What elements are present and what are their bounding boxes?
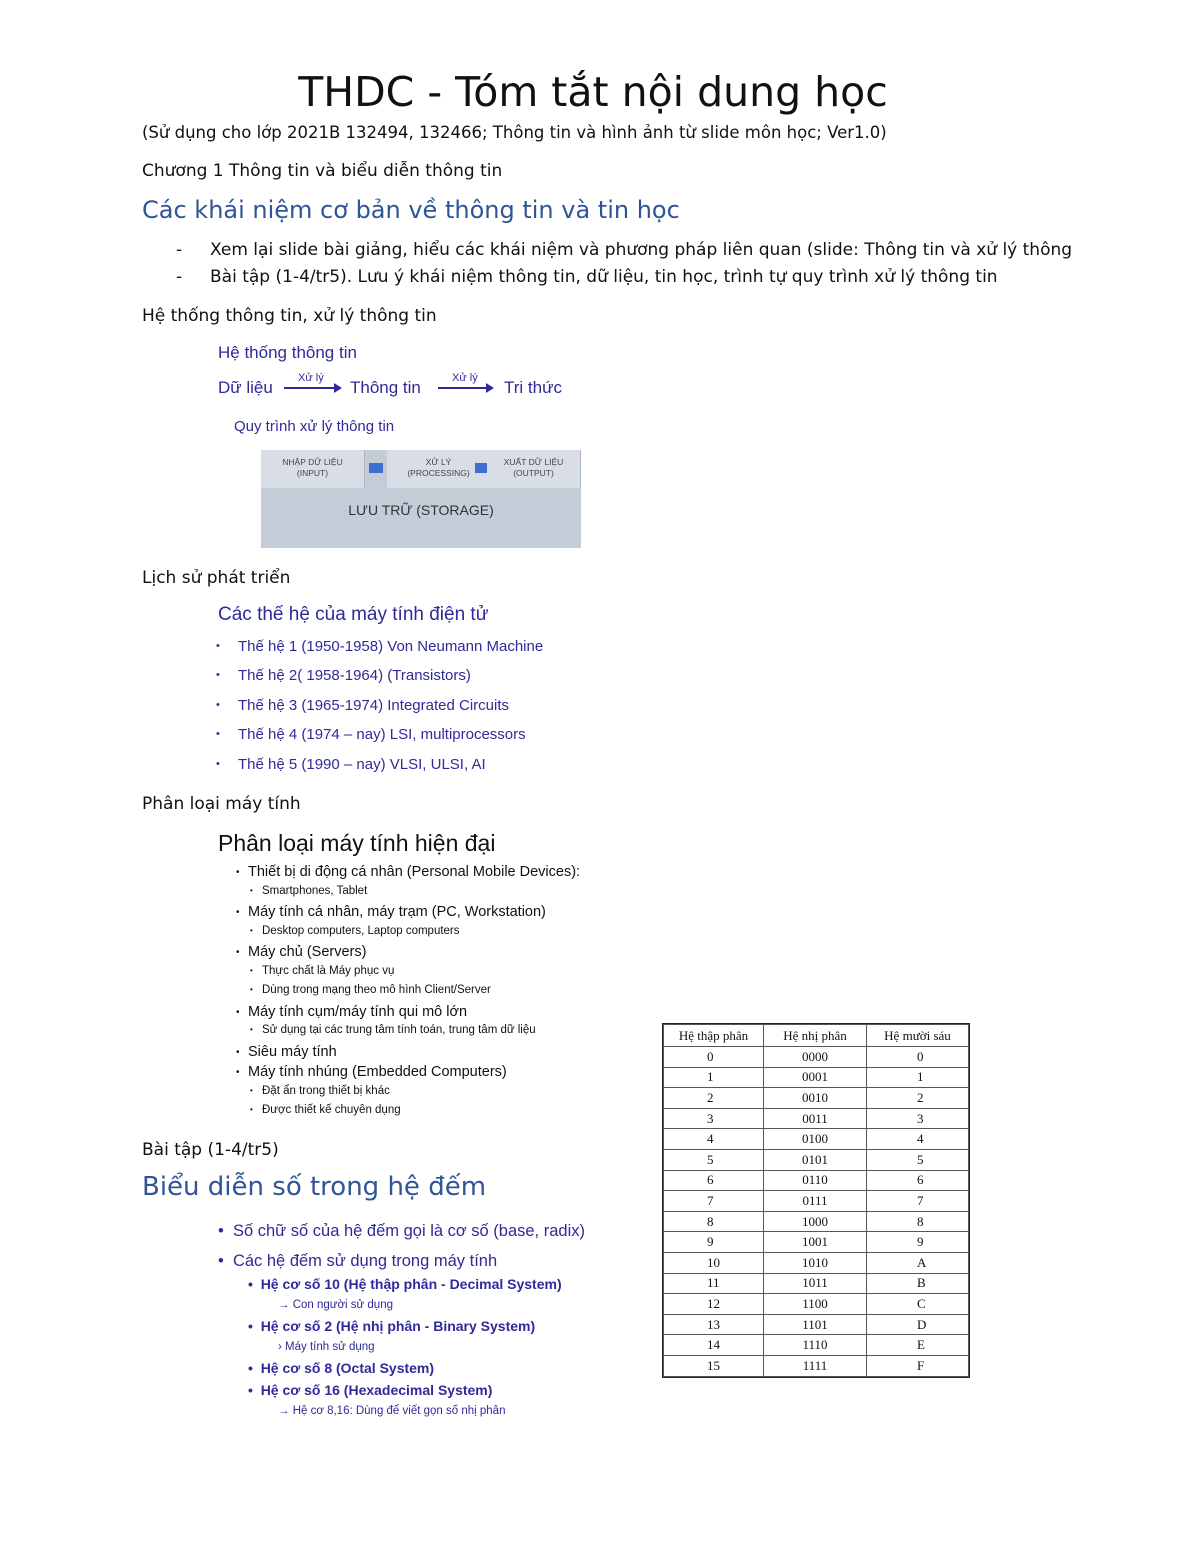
table-cell: A (867, 1252, 969, 1273)
number-base-table (663, 1024, 969, 1377)
table-cell: 6 (867, 1170, 969, 1191)
list-item (216, 726, 543, 755)
sub-list-item (236, 1104, 580, 1124)
list-item-text: Máy tính cá nhân, máy trạm (PC, Workstation) (248, 904, 546, 920)
bullet-icon: • (250, 885, 253, 895)
list-item-text: Được thiết kế chuyên dụng (262, 1104, 401, 1116)
bullet-icon: • (250, 1085, 253, 1095)
bullet-icon: • (216, 757, 220, 770)
list-item-text: Thiết bị di động cá nhân (Personal Mobile Devices): (248, 864, 581, 880)
table-row (664, 1252, 969, 1273)
table-cell: 14 (664, 1335, 764, 1356)
table-cell: 1100 (764, 1294, 867, 1315)
list-item (236, 904, 580, 925)
number-bases-figure (212, 1216, 628, 1428)
column-header-binary: Hệ nhị phân (764, 1025, 867, 1047)
table-row (664, 1088, 969, 1109)
list-item-text: Thế hệ 3 (1965-1974) Integrated Circuits (238, 696, 509, 714)
table-row (664, 1355, 969, 1376)
flow-data: Dữ liệu (218, 378, 273, 397)
output-box: XUẤT DỮ LIỆU (OUTPUT) (487, 450, 581, 488)
bullet-icon: • (216, 728, 220, 741)
sub-list-item (236, 1085, 580, 1105)
bullet-icon: • (218, 1222, 233, 1240)
table-cell: 0110 (764, 1170, 867, 1191)
list-item (236, 944, 580, 965)
list-item (216, 697, 543, 726)
table-cell: B (867, 1273, 969, 1294)
table-row (664, 1108, 969, 1129)
list-item-text: Hệ cơ số 16 (Hexadecimal System) (260, 1382, 493, 1398)
list-item (216, 667, 543, 696)
computer-classification-figure (212, 826, 630, 1126)
bullet-dash: - (176, 240, 183, 260)
arrow-icon (438, 387, 492, 389)
computer-generations-figure (212, 598, 612, 788)
list-item-text: Thế hệ 4 (1974 – nay) LSI, multiprocessors (238, 726, 526, 744)
column-header-hex: Hệ mười sáu (867, 1025, 969, 1047)
list-item-text: Hệ cơ số 10 (Hệ thập phân - Decimal System) (260, 1276, 562, 1292)
input-box: NHẬP DỮ LIỆU (INPUT) (261, 450, 365, 488)
flow-knowledge: Tri thức (504, 378, 562, 397)
sub-list-item (236, 885, 580, 905)
column-header-decimal: Hệ thập phân (664, 1025, 764, 1047)
bullet-icon: • (218, 1252, 233, 1270)
table-row (664, 1170, 969, 1191)
arrow-icon (284, 387, 340, 389)
list-item (176, 240, 1072, 267)
table-cell: 4 (867, 1129, 969, 1150)
bullet-icon: • (248, 1382, 261, 1398)
table-cell: 12 (664, 1294, 764, 1315)
table-cell: 1010 (764, 1252, 867, 1273)
list-item-text: Các hệ đếm sử dụng trong máy tính (232, 1252, 498, 1270)
table-cell: 11 (664, 1273, 764, 1294)
bullet-icon: • (250, 925, 253, 935)
list-item (248, 1318, 535, 1334)
table-cell: 7 (867, 1191, 969, 1212)
table-cell: 0101 (764, 1149, 867, 1170)
bullet-icon: • (216, 669, 220, 682)
list-item (236, 864, 580, 885)
list-item-text: Thế hệ 5 (1990 – nay) VLSI, ULSI, AI (238, 755, 486, 773)
bullet-icon: • (250, 1025, 253, 1034)
table-row (664, 1335, 969, 1356)
table-row (664, 1047, 969, 1068)
table-row (664, 1273, 969, 1294)
list-item-text: Đặt ẩn trong thiết bị khác (262, 1084, 390, 1097)
bullet-icon: • (236, 1006, 240, 1018)
bullet-icon: • (248, 1318, 261, 1334)
arrow-icon (369, 463, 383, 473)
table-cell: 0111 (764, 1191, 867, 1212)
list-item-text: Thực chất là Máy phục vụ (262, 964, 395, 977)
note-item: → Con người sử dụng (278, 1299, 393, 1311)
table-cell: 0011 (764, 1108, 867, 1129)
list-item-text: Số chữ số của hệ đếm gọi là cơ số (base, radix) (232, 1222, 585, 1240)
process-title: Quy trình xử lý thông tin (234, 418, 395, 435)
heading-concepts: Các khái niệm cơ bản về thông tin và tin học (142, 196, 680, 224)
list-item (248, 1382, 492, 1398)
table-row (664, 1191, 969, 1212)
table-cell: 1000 (764, 1211, 867, 1232)
list-item-text: Siêu máy tính (248, 1043, 337, 1060)
sub-list-item (236, 1024, 580, 1044)
list-item-text: Máy chủ (Servers) (248, 944, 367, 960)
bullet-icon: • (236, 1067, 240, 1078)
table-cell: 0010 (764, 1088, 867, 1109)
list-item-text: Thế hệ 2( 1958-1964) (Transistors) (238, 667, 471, 685)
list-item (248, 1276, 562, 1292)
chapter-title: Chương 1 Thông tin và biểu diễn thông tin (142, 161, 503, 181)
sub-list-item (236, 925, 580, 945)
bullet-icon: • (248, 1360, 261, 1376)
process-diagram (261, 450, 581, 548)
table-cell: 5 (664, 1149, 764, 1170)
table-cell: 1 (867, 1067, 969, 1088)
bullet-icon: • (248, 1276, 261, 1292)
list-item-text: Xem lại slide bài giảng, hiểu các khái niệm và phương pháp liên quan (slide: Thông tin và xử lý thông (210, 240, 1073, 260)
list-item-text: Hệ cơ số 2 (Hệ nhị phân - Binary System) (260, 1318, 536, 1334)
bullet-icon: • (216, 640, 220, 652)
processing-box: XỬ LÝ (PROCESSING) (387, 450, 491, 488)
note-item: → Hệ cơ 8,16: Dùng để viết gọn số nhị phân (278, 1405, 506, 1417)
table-cell: 8 (867, 1211, 969, 1232)
table-cell: 13 (664, 1314, 764, 1335)
list-item (218, 1252, 497, 1271)
list-item (218, 1222, 585, 1241)
sub-list-item (236, 984, 580, 1004)
concept-bullet-list (176, 240, 1072, 294)
list-item (236, 1064, 580, 1085)
table-row (664, 1294, 969, 1315)
figure-title: Các thế hệ của máy tính điện tử (218, 604, 489, 625)
table-cell: 9 (867, 1232, 969, 1253)
table-cell: 2 (867, 1088, 969, 1109)
table-cell: 3 (867, 1108, 969, 1129)
table-cell: 1 (664, 1067, 764, 1088)
list-item-text: Dùng trong mạng theo mô hình Client/Server (262, 984, 491, 996)
table-row (664, 1149, 969, 1170)
list-item (216, 638, 543, 667)
list-item-text: Máy tính nhúng (Embedded Computers) (248, 1064, 507, 1080)
heading-number-systems: Biểu diễn số trong hệ đếm (142, 1172, 487, 1202)
list-item-text: Smartphones, Tablet (262, 884, 368, 897)
information-system-figure (212, 338, 592, 552)
bullet-icon: • (250, 985, 253, 994)
list-item-text: Desktop computers, Laptop computers (262, 924, 460, 937)
exercise-label: Bài tập (1-4/tr5) (142, 1140, 279, 1160)
document-subtitle: (Sử dụng cho lớp 2021B 132494, 132466; Thông tin và hình ảnh từ slide môn học; Ver1.0) (142, 123, 887, 142)
table-row (664, 1232, 969, 1253)
table-cell: E (867, 1335, 969, 1356)
list-item (216, 756, 543, 785)
note-item: › Máy tính sử dụng (278, 1341, 375, 1353)
bullet-icon: • (236, 1046, 240, 1058)
list-item-text: Hệ cơ số 8 (Octal System) (260, 1360, 435, 1376)
table-cell: 0 (867, 1047, 969, 1068)
table-row (664, 1314, 969, 1335)
table-cell: 1110 (764, 1335, 867, 1356)
arrow-label: Xử lý (298, 372, 324, 384)
sub-list-item (236, 965, 580, 985)
list-item (236, 1044, 580, 1065)
section-classification: Phân loại máy tính (142, 794, 301, 814)
table-row (664, 1067, 969, 1088)
table-cell: 8 (664, 1211, 764, 1232)
table-cell: 0100 (764, 1129, 867, 1150)
arrow-label: Xử lý (452, 372, 478, 384)
table-row (664, 1129, 969, 1150)
table-cell: 15 (664, 1355, 764, 1376)
flow-information: Thông tin (350, 378, 421, 397)
table-cell: 4 (664, 1129, 764, 1150)
document-title: THDC - Tóm tắt nội dung học (298, 68, 888, 116)
bullet-icon: • (216, 698, 220, 711)
table-cell: 9 (664, 1232, 764, 1253)
table-cell: 1001 (764, 1232, 867, 1253)
bullet-icon: • (250, 1105, 253, 1114)
table-cell: 6 (664, 1170, 764, 1191)
table-cell: 1111 (764, 1355, 867, 1376)
table-cell: 1101 (764, 1314, 867, 1335)
table-cell: D (867, 1314, 969, 1335)
bullet-icon: • (236, 907, 240, 918)
list-item (176, 267, 1072, 294)
bullet-icon: • (236, 867, 240, 878)
table-cell: 0001 (764, 1067, 867, 1088)
bullet-icon: • (250, 965, 253, 975)
list-item (248, 1360, 434, 1376)
table-cell: 0 (664, 1047, 764, 1068)
list-item-text: Bài tập (1-4/tr5). Lưu ý khái niệm thông tin, dữ liệu, tin học, trình tự quy trình xử lý thông tin (210, 267, 998, 287)
figure-title: Hệ thống thông tin (218, 343, 357, 362)
table-cell: 3 (664, 1108, 764, 1129)
table-cell: F (867, 1355, 969, 1376)
table-header-row (664, 1025, 969, 1047)
list-item (236, 1004, 580, 1025)
table-body (664, 1047, 969, 1377)
table-row (664, 1211, 969, 1232)
bullet-icon: • (236, 947, 240, 958)
figure-title: Phân loại máy tính hiện đại (218, 830, 496, 856)
bullet-dash: - (176, 267, 183, 287)
table-cell: 2 (664, 1088, 764, 1109)
section-history: Lịch sử phát triển (142, 568, 291, 588)
storage-label: LƯU TRỮ (STORAGE) (348, 502, 494, 518)
section-info-system: Hệ thống thông tin, xử lý thông tin (142, 306, 437, 326)
table-cell: 1011 (764, 1273, 867, 1294)
list-item-text: Thế hệ 1 (1950-1958) Von Neumann Machine (238, 638, 544, 655)
table-cell: 5 (867, 1149, 969, 1170)
table-cell: 0000 (764, 1047, 867, 1068)
table-cell: C (867, 1294, 969, 1315)
list-item-text: Sử dụng tại các trung tâm tính toán, trung tâm dữ liệu (262, 1024, 536, 1036)
table-cell: 7 (664, 1191, 764, 1212)
table-cell: 10 (664, 1252, 764, 1273)
list-item-text: Máy tính cụm/máy tính qui mô lớn (248, 1003, 468, 1020)
